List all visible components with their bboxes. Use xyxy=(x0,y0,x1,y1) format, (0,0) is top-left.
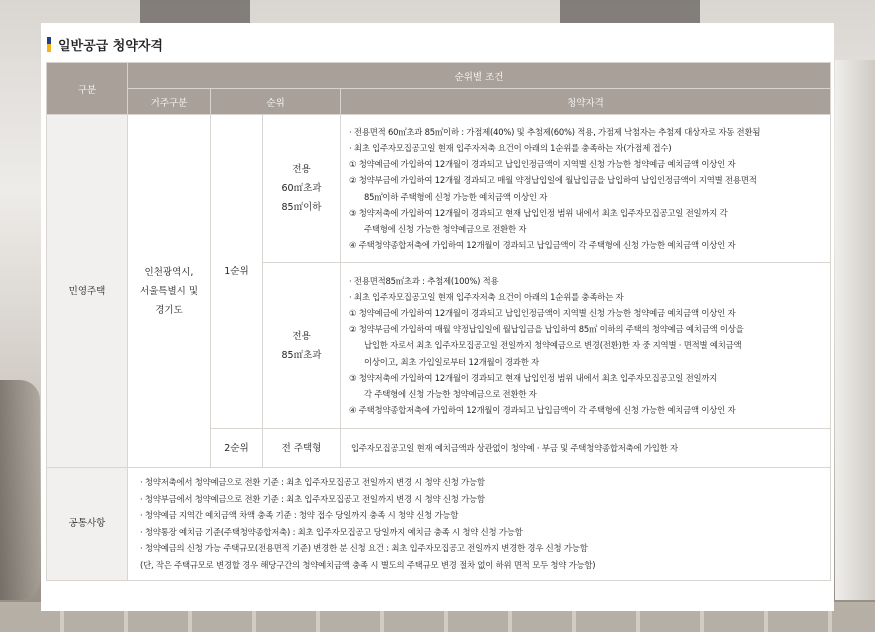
header-rank: 순위 xyxy=(211,89,341,115)
qualification-table xyxy=(46,62,831,581)
section-title-text: 일반공급 청약자격 xyxy=(58,38,163,54)
common-cell xyxy=(128,468,831,581)
list-item: ② 청약부금에 가입하여 12개월 경과되고 매월 약정납입일에 월납입금을 납입하여 납입인정금액이 지역별 전용면적 xyxy=(349,175,757,186)
size-small-text: 전용 60㎡초과 85㎡이하 xyxy=(281,164,322,213)
list-item: · 최초 입주자모집공고일 현재 입주자저축 요건이 아래의 1순위를 충족하는 자 xyxy=(349,291,624,302)
list-item: ③ 청약저축에 가입하여 12개월이 경과되고 현재 납입인정 범위 내에서 최초 입주자모집공고일 전일까지 각 xyxy=(349,207,728,218)
list-item: ④ 주택청약종합저축에 가입하여 12개월이 경과되고 납입금액이 각 주택형에 신청 가능한 예치금액 이상인 자 xyxy=(349,240,736,251)
header-order-condition: 순위별 조건 xyxy=(128,63,831,89)
list-item: · 최초 입주자모집공고일 현재 입주자저축 요건이 아래의 1순위를 충족하는 자(가점제 접수) xyxy=(349,142,672,153)
list-item: ① 청약예금에 가입하여 12개월이 경과되고 납입인정금액이 지역별 신청 가능한 청약예금 예치금액 이상인 자 xyxy=(349,307,736,318)
list-item: 각 주택형에 신청 가능한 청약예금으로 전환한 자 xyxy=(364,389,537,399)
list-item: 주택형에 신청 가능한 청약예금으로 전환한 자 xyxy=(364,223,527,234)
req-small-cell xyxy=(341,115,831,263)
table-header-row xyxy=(47,63,831,89)
table-row xyxy=(47,115,831,263)
table-row xyxy=(47,468,831,581)
common-label: 공통사항 xyxy=(47,468,128,581)
list-item: · 청약예금의 신청 가능 주택규모(전용면적 기준) 변경한 분 신청 요건 : 최초 입주자모집공고 전일까지 변경한 경우 신청 가능함 xyxy=(140,543,588,554)
req-large-list xyxy=(349,273,824,419)
list-item: · 청약저축에서 청약예금으로 전환 기준 : 최초 입주자모집공고 전일까지 변경 시 청약 신청 가능함 xyxy=(140,477,485,487)
background-pot xyxy=(0,380,40,600)
list-item: · 전용면적 60㎡초과 85㎡이하 : 가점제(40%) 및 추첨제(60%) 적용, 가점제 낙첨자는 추첨제 대상자로 자동 전환됨 xyxy=(349,126,761,137)
list-item: · 청약부금에서 청약예금으로 전환 기준 : 최초 입주자모집공고 전일까지 변경 시 청약 신청 가능함 xyxy=(140,493,485,504)
list-item: ③ 청약저축에 가입하여 12개월이 경과되고 현재 납입인정 범위 내에서 최초 입주자모집공고일 전일까지 xyxy=(349,372,718,383)
background-wall xyxy=(835,60,875,600)
table-subheader-row xyxy=(47,89,831,115)
list-item: ④ 주택청약종합저축에 가입하여 12개월이 경과되고 납입금액이 각 주택형에 신청 가능한 예치금액 이상인 자 xyxy=(349,405,736,416)
req-large-cell xyxy=(341,263,831,429)
header-residence: 거주구분 xyxy=(128,89,211,115)
residence-cell xyxy=(128,115,211,468)
list-item: · 청약예금 지역간 예치금액 차액 충족 기준 : 청약 접수 당일까지 충족 시 청약 신청 가능함 xyxy=(140,510,459,521)
req-small-list xyxy=(349,124,824,254)
size-large-cell xyxy=(263,263,341,429)
list-item: ② 청약부금에 가입하여 매월 약정납입일에 월납입금을 납입하여 85㎡ 이하의 주택의 청약예금 예치금액 이상을 xyxy=(349,324,744,335)
all-types-cell: 전 주택형 xyxy=(263,429,341,468)
list-item: 납입한 자로서 최초 입주자모집공고일 전일까지 청약예금으로 변경(전환)한 자 중 지역별 · 면적별 예치금액 xyxy=(364,340,742,351)
header-gubun: 구분 xyxy=(47,63,128,115)
size-small-cell xyxy=(263,115,341,263)
rank2-cell: 2순위 xyxy=(211,429,263,468)
common-list xyxy=(140,474,820,574)
residence-text: 인천광역시, 서울특별시 및 경기도 xyxy=(139,266,199,316)
rank2-req-cell: 입주자모집공고일 현재 예치금액과 상관없이 청약예 · 부금 및 주택청약종합저축에 가입한 자 xyxy=(341,429,831,468)
size-large-text: 전용 85㎡초과 xyxy=(281,330,322,361)
qualification-card xyxy=(41,23,834,611)
section-title xyxy=(47,35,163,53)
title-marker-icon xyxy=(47,37,51,52)
list-item: 85㎡이하 주택형에 신청 가능한 예치금액 이상인 자 xyxy=(364,191,548,202)
header-qualification: 청약자격 xyxy=(341,89,831,115)
list-item: · 청약통장 예치금 기준(주택청약종합저축) : 최초 입주자모집공고 당일까지 예치금 충족 시 청약 신청 가능함 xyxy=(140,526,523,537)
list-item: · 전용면적85㎡초과 : 추첨제(100%) 적용 xyxy=(349,275,499,286)
rank1-cell: 1순위 xyxy=(211,115,263,429)
list-item: ① 청약예금에 가입하여 12개월이 경과되고 납입인정금액이 지역별 신청 가능한 청약예금 예치금액 이상인 자 xyxy=(349,159,736,170)
private-housing-label: 민영주택 xyxy=(47,115,128,468)
list-item: 이상이고, 최초 가입일로부터 12개월이 경과한 자 xyxy=(364,356,539,367)
list-item: (단, 작은 주택규모로 변경할 경우 해당구간의 청약예치금액 충족 시 별도의 주택규모 변경 절차 없이 하위 면적 모두 청약 가능함) xyxy=(140,559,596,570)
